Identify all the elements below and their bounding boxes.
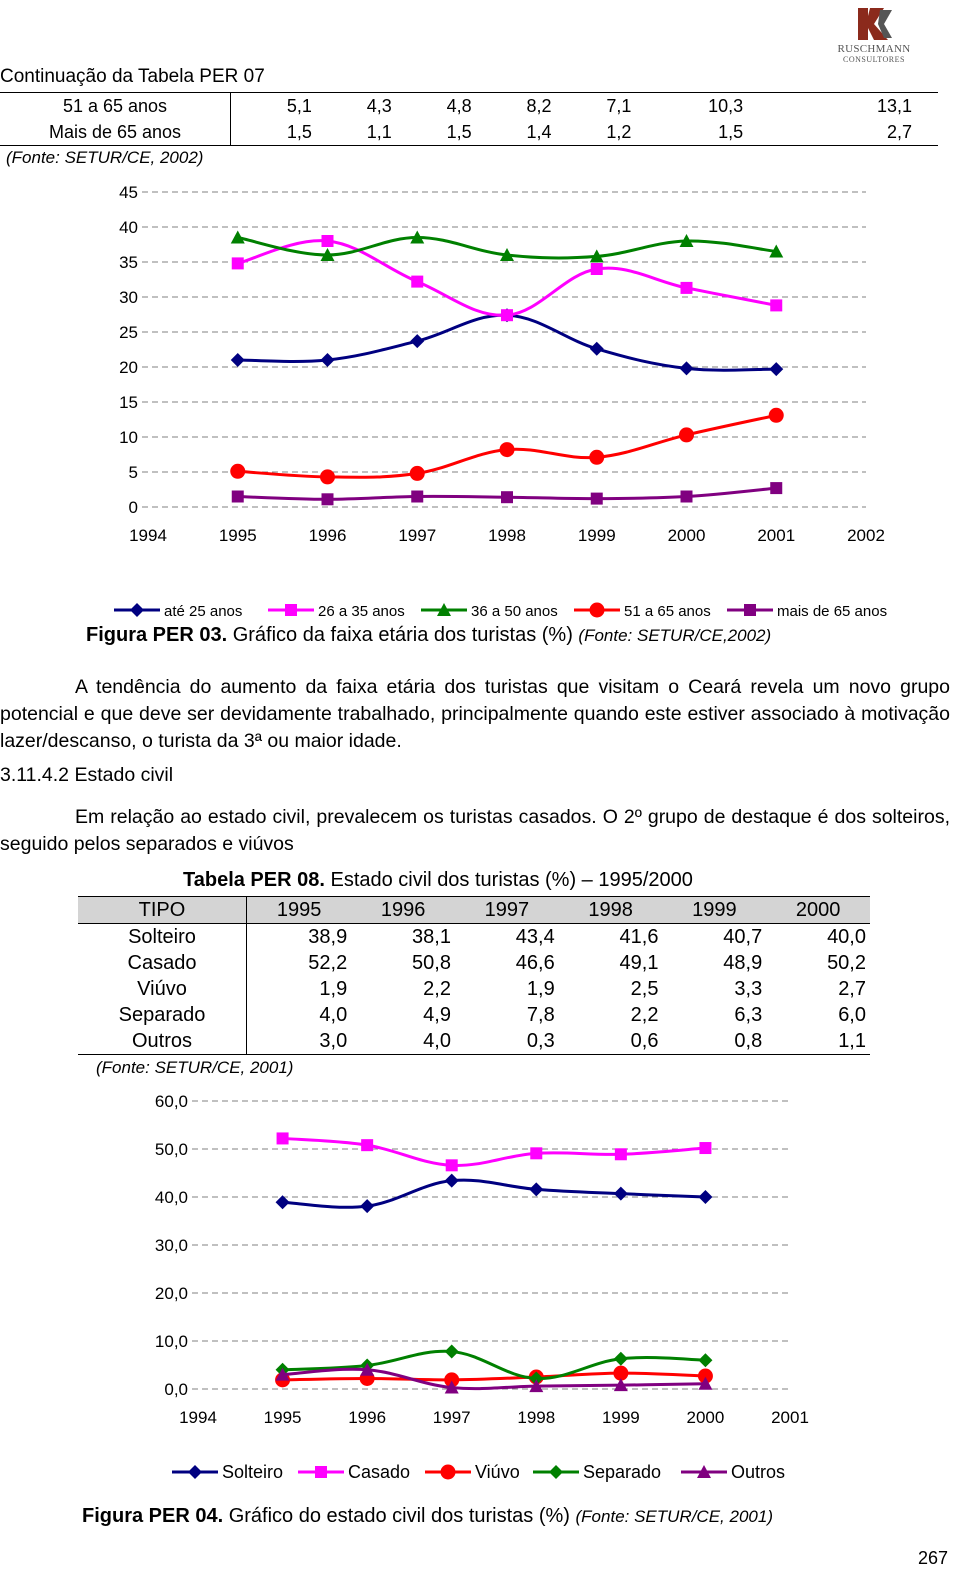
x-tick-label: 2001 (757, 526, 796, 545)
figure-text: Gráfico do estado civil dos turistas (%) (223, 1505, 576, 1527)
table-cell: 50,2 (827, 951, 866, 974)
table-cell: 4,9 (423, 1003, 451, 1026)
x-tick-label: 2002 (847, 526, 885, 545)
y-tick-label: 25 (119, 323, 138, 342)
table-cell: 2,5 (630, 977, 659, 1000)
row-label: Solteiro (78, 924, 247, 951)
table-per08-title (183, 869, 693, 892)
paragraph-age-trend: A tendência do aumento da faixa etária dos turistas que visitam o Ceará revela um novo grupo potencial e que deve ser devidamente trabalhado, principalmente quando este estiver associado à motivação lazer/descanso, o turista da 3ª ou maior idade. (0, 676, 950, 752)
table-row (0, 119, 938, 146)
table-cell: 1,5 (231, 119, 312, 146)
data-point (590, 342, 604, 356)
logo-mark-icon (854, 6, 894, 42)
table-cell: 2,2 (630, 1003, 659, 1026)
row-label: 51 a 65 anos (0, 93, 231, 120)
table-cell: 38,1 (412, 925, 451, 948)
data-point (232, 491, 244, 503)
legend-label: Separado (583, 1462, 662, 1482)
y-tick-label: 10 (119, 428, 138, 447)
data-point (410, 466, 425, 481)
legend-marker (590, 603, 605, 618)
legend-marker (549, 1465, 563, 1479)
figure-per04-caption (82, 1505, 773, 1528)
table-cell: 1,9 (319, 977, 348, 1000)
table-cell: 6,0 (838, 1003, 866, 1026)
column-header: TIPO (78, 897, 247, 924)
data-point (322, 493, 334, 505)
y-tick-label: 60,0 (154, 1092, 188, 1111)
data-point (445, 1174, 459, 1188)
table-cell: 1,1 (766, 1028, 870, 1055)
table-cell: 1,2 (552, 119, 632, 146)
legend-marker (130, 603, 144, 617)
y-tick-label: 0,0 (164, 1380, 188, 1399)
ruschmann-logo (826, 4, 922, 64)
data-point (410, 334, 424, 348)
x-tick-label: 1998 (517, 1408, 556, 1427)
table-row (0, 93, 938, 120)
logo-brand-text: RUSCHMANN (837, 43, 911, 55)
column-header: 2000 (766, 897, 870, 924)
data-point (681, 491, 693, 503)
table-cell: 1,5 (392, 119, 472, 146)
x-tick-label: 1995 (263, 1408, 302, 1427)
legend-label: mais de 65 anos (777, 603, 888, 620)
data-point (698, 1190, 712, 1204)
series-line (283, 1180, 706, 1207)
data-point (529, 1182, 543, 1196)
legend-label: Solteiro (222, 1462, 284, 1482)
data-point (232, 257, 244, 269)
x-tick-label: 1996 (308, 526, 347, 545)
legend-label: 26 a 35 anos (318, 603, 405, 620)
legend-label: até 25 anos (164, 603, 243, 620)
table-cell: 2,2 (423, 977, 451, 1000)
table-cell: 49,1 (619, 951, 659, 974)
data-point (680, 361, 694, 375)
table-cell: 6,3 (734, 1003, 763, 1026)
data-point (770, 482, 782, 494)
data-point (231, 353, 245, 367)
table-cell: 1,1 (312, 119, 392, 146)
data-point (769, 362, 783, 376)
legend-marker (315, 1466, 327, 1478)
age-group-line-chart (0, 175, 960, 625)
table-cell: 13,1 (743, 93, 938, 120)
column-header: 1996 (351, 897, 455, 924)
y-tick-label: 40,0 (154, 1188, 188, 1207)
data-point (360, 1199, 374, 1213)
data-point (321, 353, 335, 367)
y-tick-label: 0 (128, 498, 138, 517)
y-tick-label: 30 (119, 288, 138, 307)
data-point (230, 464, 245, 479)
table-row (78, 1002, 870, 1028)
table-cell: 4,0 (319, 1003, 348, 1026)
table-cell: 48,9 (723, 951, 763, 974)
section-heading: 3.11.4.2 Estado civil (0, 764, 174, 786)
x-tick-label: 1997 (398, 526, 437, 545)
y-tick-label: 10,0 (154, 1332, 188, 1351)
figure-source: (Fonte: SETUR/CE, 2001) (575, 1507, 773, 1526)
table-row (78, 924, 870, 951)
table-cell: 43,4 (515, 925, 555, 948)
table-per08 (78, 896, 870, 1055)
table-cell: 50,8 (412, 951, 451, 974)
row-label: Separado (78, 1002, 247, 1028)
y-tick-label: 5 (128, 463, 138, 482)
data-point (361, 1139, 373, 1151)
logo-sub-text: CONSULTORES (843, 55, 905, 64)
legend-marker (285, 604, 297, 616)
data-point (591, 493, 603, 505)
column-header: 1997 (455, 897, 559, 924)
x-tick-label: 1998 (488, 526, 526, 545)
table-cell: 3,0 (247, 1028, 352, 1055)
column-header: 1998 (559, 897, 663, 924)
table-cell: 3,3 (734, 977, 763, 1000)
y-tick-label: 50,0 (154, 1140, 188, 1159)
row-label: Mais de 65 anos (0, 119, 231, 146)
page-number: 267 (917, 1548, 948, 1568)
data-point (322, 235, 334, 247)
table-cell: 2,7 (838, 977, 866, 1000)
x-tick-label: 1994 (179, 1408, 217, 1427)
table-cell: 4,3 (312, 93, 392, 120)
legend-label: 51 a 65 anos (624, 603, 711, 620)
row-label: Outros (78, 1028, 247, 1055)
table-cell: 40,7 (723, 925, 763, 948)
table-row (78, 976, 870, 1002)
continuation-title: Continuação da Tabela PER 07 (0, 66, 265, 87)
data-point (681, 282, 693, 294)
data-point (614, 1352, 628, 1366)
series-line (283, 1373, 706, 1380)
table-cell: 38,9 (308, 925, 348, 948)
paragraph-marital: Em relação ao estado civil, prevalecem os turistas casados. O 2º grupo de destaque é dos solteiros, seguido pelos separados e viúvos (0, 806, 950, 855)
legend-label: 36 a 50 anos (471, 603, 558, 620)
x-tick-label: 2000 (686, 1408, 725, 1427)
figure-source: (Fonte: SETUR/CE,2002) (578, 626, 772, 645)
series-line (283, 1138, 706, 1165)
x-tick-label: 1994 (129, 526, 167, 545)
data-point (231, 231, 245, 244)
table-per07-source: (Fonte: SETUR/CE, 2002) (6, 148, 204, 167)
table-cell: 46,6 (515, 951, 555, 974)
table-cell: 2,7 (743, 119, 938, 146)
x-tick-label: 2001 (771, 1408, 809, 1427)
legend-label: Casado (348, 1462, 411, 1482)
table-cell: 1,4 (472, 119, 552, 146)
data-point (699, 1142, 711, 1154)
y-tick-label: 20 (119, 358, 138, 377)
table-cell: 8,2 (472, 93, 552, 120)
x-tick-label: 1997 (432, 1408, 471, 1427)
data-point (501, 491, 513, 503)
data-point (589, 450, 604, 465)
y-tick-label: 45 (119, 183, 138, 202)
y-tick-label: 15 (119, 393, 138, 412)
y-tick-label: 35 (119, 253, 138, 272)
table-title-text: Estado civil dos turistas (%) – 1995/2000 (324, 869, 693, 891)
legend-marker (441, 1465, 456, 1480)
table-cell: 10,3 (631, 93, 743, 120)
y-tick-label: 40 (119, 218, 138, 237)
y-tick-label: 30,0 (154, 1236, 188, 1255)
table-cell: 4,0 (351, 1028, 455, 1055)
x-tick-label: 1999 (577, 526, 616, 545)
data-point (411, 276, 423, 288)
data-point (591, 263, 603, 275)
figure-text: Gráfico da faixa etária dos turistas (%) (227, 624, 579, 646)
data-point (411, 491, 423, 503)
row-label: Viúvo (78, 976, 247, 1002)
figure-label: Figura PER 04. (82, 1505, 224, 1527)
legend-marker (744, 604, 756, 616)
table-cell: 5,1 (231, 93, 312, 120)
legend-label: Viúvo (475, 1462, 520, 1482)
table-row (78, 1028, 870, 1055)
row-label: Casado (78, 950, 247, 976)
data-point (446, 1159, 458, 1171)
figure-per03-caption (86, 624, 771, 647)
x-tick-label: 2000 (667, 526, 706, 545)
table-cell: 4,8 (392, 93, 472, 120)
table-label: Tabela PER 08. (183, 869, 325, 891)
legend-marker (188, 1465, 202, 1479)
data-point (679, 427, 694, 442)
data-point (500, 442, 515, 457)
table-row (78, 950, 870, 976)
data-point (320, 469, 335, 484)
data-point (445, 1345, 459, 1359)
table-cell: 52,2 (308, 951, 348, 974)
data-point (501, 309, 513, 321)
table-cell: 41,6 (619, 925, 659, 948)
table-per07 (0, 92, 938, 146)
table-cell: 0,3 (455, 1028, 559, 1055)
table-cell: 40,0 (827, 925, 866, 948)
table-per08-source: (Fonte: SETUR/CE, 2001) (96, 1058, 294, 1077)
marital-status-line-chart (0, 1085, 960, 1495)
x-tick-label: 1999 (601, 1408, 640, 1427)
figure-label: Figura PER 03. (86, 624, 228, 646)
table-cell: 1,9 (526, 977, 555, 1000)
series-line (238, 315, 777, 370)
table-header-row (78, 897, 870, 924)
table-cell: 7,1 (552, 93, 632, 120)
column-header: 1995 (247, 897, 352, 924)
data-point (769, 408, 784, 423)
x-tick-label: 1995 (218, 526, 257, 545)
table-cell: 1,5 (631, 119, 743, 146)
y-tick-label: 20,0 (154, 1284, 188, 1303)
legend-label: Outros (731, 1462, 786, 1482)
data-point (698, 1353, 712, 1367)
data-point (530, 1147, 542, 1159)
x-tick-label: 1996 (348, 1408, 387, 1427)
data-point (614, 1187, 628, 1201)
data-point (615, 1148, 627, 1160)
data-point (277, 1132, 289, 1144)
data-point (770, 299, 782, 311)
table-cell: 7,8 (526, 1003, 555, 1026)
table-cell: 0,6 (559, 1028, 663, 1055)
table-cell: 0,8 (662, 1028, 766, 1055)
column-header: 1999 (662, 897, 766, 924)
